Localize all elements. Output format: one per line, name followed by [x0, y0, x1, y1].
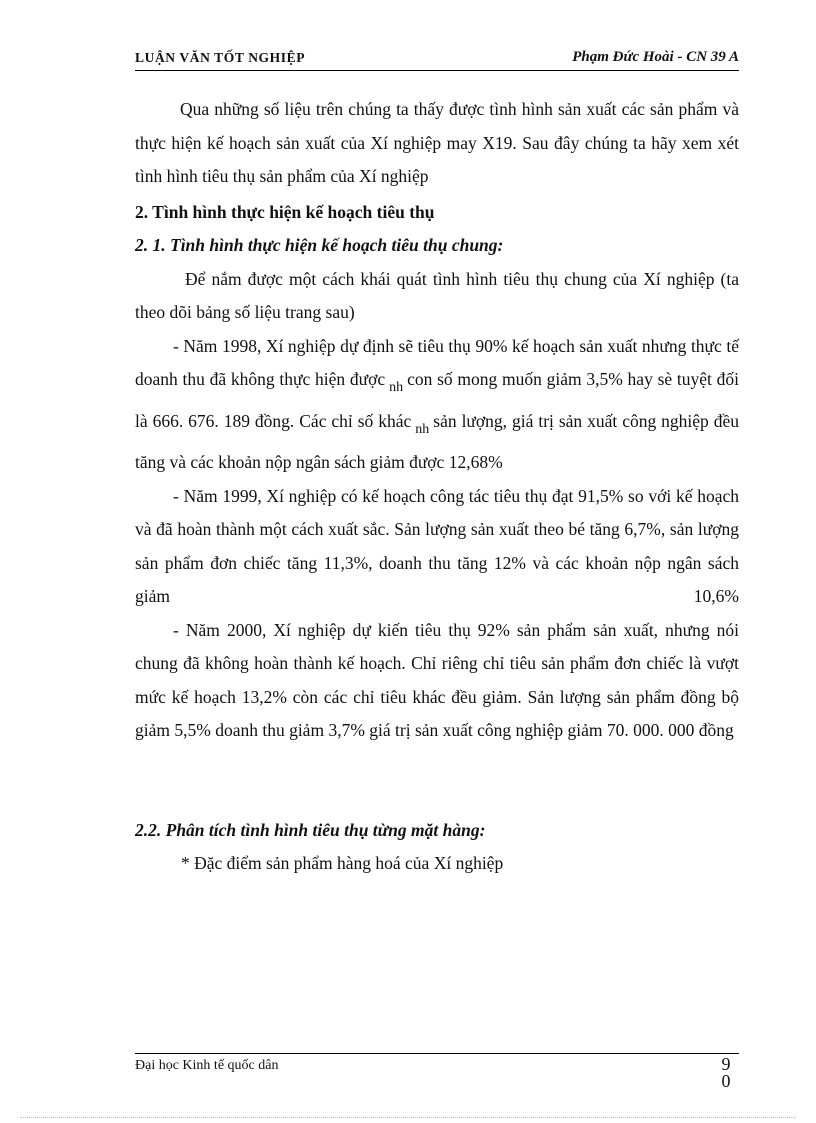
nh-mark-2: nh — [415, 421, 430, 437]
subsection-heading-1: 2. 1. Tình hình thực hiện kế hoạch tiêu thụ chung: — [135, 235, 504, 255]
subsection-heading-2: 2.2. Phân tích tình hình tiêu thụ từng mặt hàng: — [135, 819, 486, 840]
page-number — [716, 1056, 736, 1090]
page-number-digit-1: 9 — [721, 1054, 731, 1074]
text-1998-b: con số mong muốn giảm 3,5% hay sè tuyệt đối là 666. 676. 189 đồng. Các chỉ số khác — [135, 369, 739, 431]
bullet-product-features: * Đặc điểm sản phẩm hàng hoá của Xí nghiệp — [181, 853, 504, 873]
header-title: LUẬN VĂN TỐT NGHIỆP — [135, 50, 306, 65]
nh-mark-1: nh — [389, 380, 404, 395]
text-1998-c: sản lượng, giá trị sản xuất công nghiệp đều tăng và các khoản nộp ngân sách giảm được 12,68% — [135, 410, 740, 472]
paragraph-1999: - Năm 1999, Xí nghiệp có kế hoạch công tác tiêu thụ đạt 91,5% so với kế hoạch và đã hoàn thành một cách xuất sắc. Sản lượng sản xuất theo bé tăng 6,7%, sản lượng sản phẩm đơn chiếc tăng 11,3%, doanh thu tăng 12% và các khoản nộp ngân sách giảm 10,6% — [135, 485, 739, 606]
text-1998-a: - Năm 1998, Xí nghiệp dự định sẽ tiêu thụ 90% kế hoạch sản xuất nhưng thực tế doanh thu đã không thực hiện được — [135, 335, 739, 389]
page-bottom-dotted-line — [20, 1117, 796, 1118]
header-author: Phạm Đức Hoài - CN 39 A — [572, 49, 739, 65]
paragraph-2000: - Năm 2000, Xí nghiệp dự kiến tiêu thụ 92% sản phẩm sản xuất, nhưng nói chung đã không hoàn thành kế hoạch. Chỉ riêng chỉ tiêu sản phẩm đơn chiếc là vượt mức kế hoạch 13,2% còn các chỉ tiêu khác đều giảm. Sản lượng sản phẩm đồng bộ giảm 5,5% doanh thu giảm 3,7% giá trị sản xuất công nghiệp giảm 70. 000. 000 đồng — [135, 619, 739, 740]
section-heading: 2. Tình hình thực hiện kế hoạch tiêu thụ — [135, 201, 435, 222]
header-divider — [135, 70, 739, 71]
page-header — [135, 48, 739, 70]
spacer — [135, 748, 739, 814]
body-text — [135, 93, 739, 881]
intro-paragraph: Qua những số liệu trên chúng ta thấy được tình hình sản xuất các sản phẩm và thực hiện kế hoạch sản xuất của Xí nghiệp may X19. Sau đây chúng ta hãy xem xét tình hình tiêu thụ sản phẩm của Xí nghiệp — [135, 99, 739, 186]
footer-divider — [135, 1053, 739, 1054]
overview-paragraph: Để nắm được một cách khái quát tình hình tiêu thụ chung của Xí nghiệp (ta theo dõi bảng số liệu trang sau) — [135, 268, 739, 322]
page-number-digit-2: 0 — [721, 1071, 731, 1091]
paragraph-1998 — [135, 330, 739, 480]
footer-university: Đại học Kinh tế quốc dân — [135, 1058, 279, 1073]
